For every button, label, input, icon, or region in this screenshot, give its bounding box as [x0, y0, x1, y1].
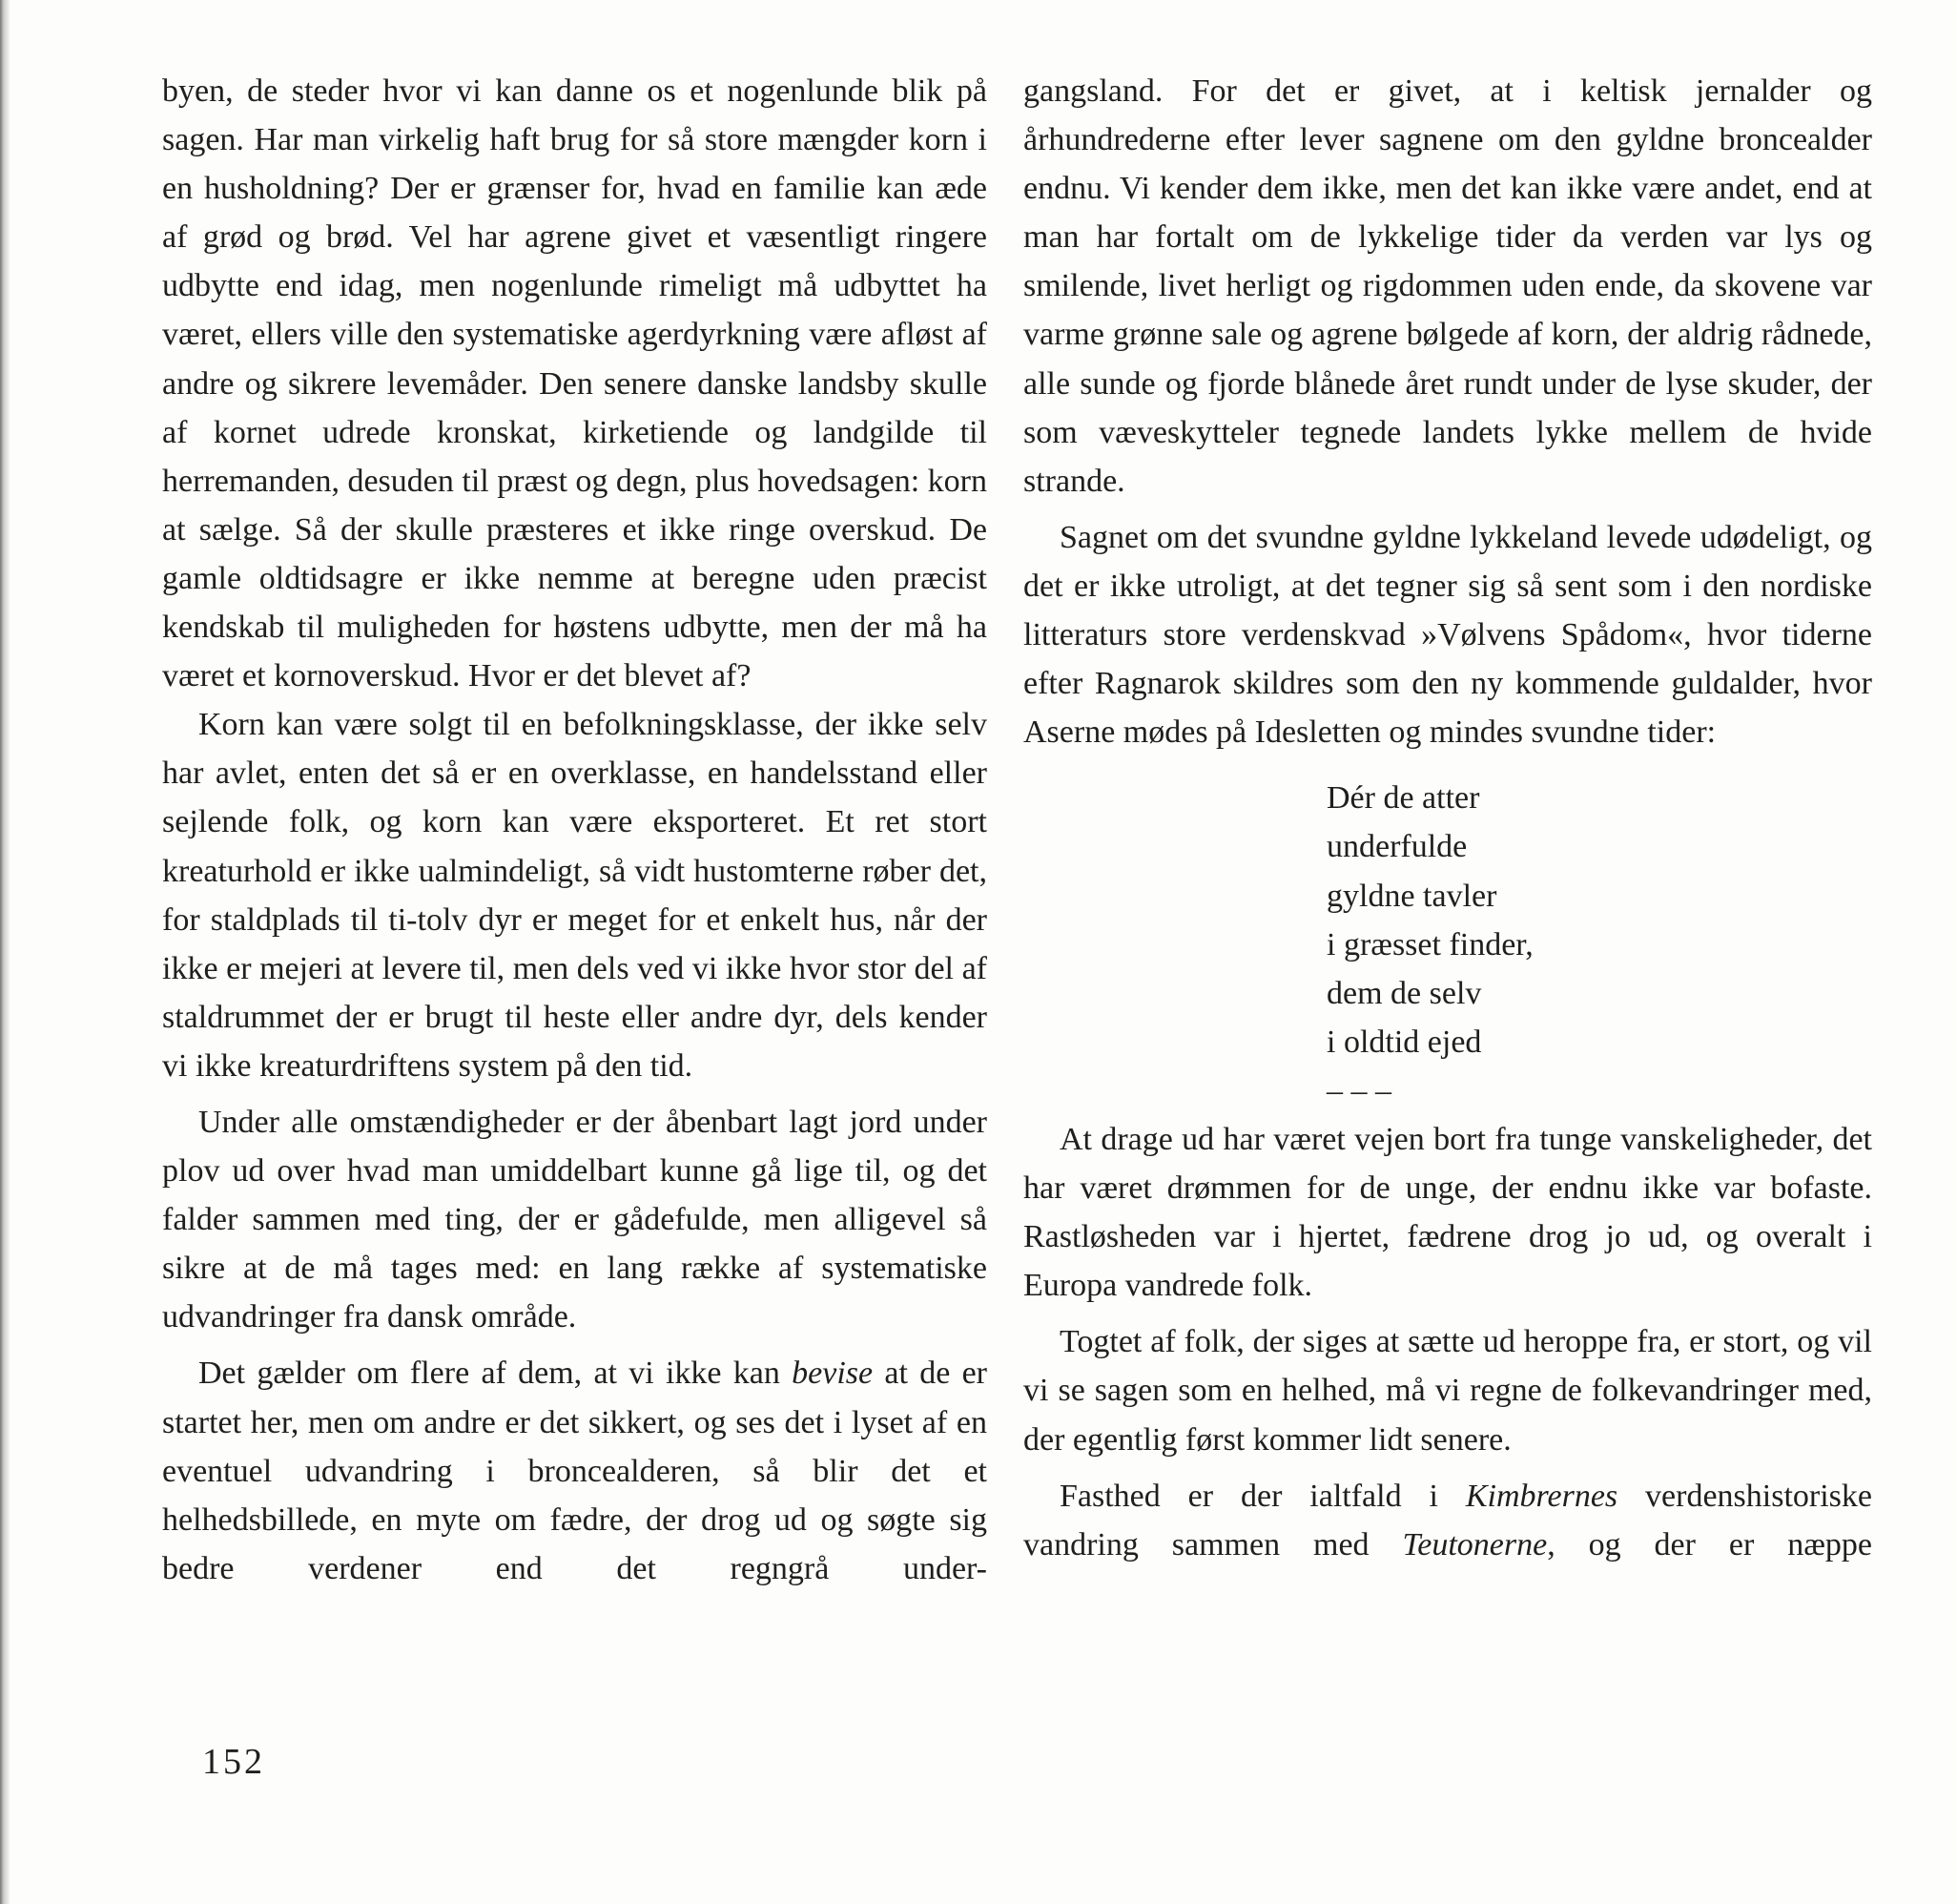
right-paragraph-1: gangsland. For det er givet, at i keltisk jernalder og århundrederne efter lever sagnene om den gyldne broncealder endnu. Vi kender dem ikke, men det kan ikke være andet, end at man har fortalt om de lykkelige tider da verden var lys og smilende, livet herligt og rigdommen uden ende, da skovene var varme grønne sale og agrene bølgede af korn, der aldrig rådnede, alle sunde og fjorde blånede året rundt under de lyse skuder, der som væveskytteler tegnede landets lykke mellem de hvide strande. — [1023, 73, 1872, 499]
poem-line: i græsset finder, — [1327, 926, 1534, 962]
poem-quotation — [1327, 774, 1872, 1115]
left-paragraph-2: Korn kan være solgt til en befolkningsklasse, der ikke selv har avlet, enten det så er en overklasse, en handelsstand eller sejlende folk, og korn kan være eksporteret. Et ret stort kreaturhold er ikke ualmindeligt, så vidt hustomterne røber det, for staldplads til ti-tolv dyr er meget for et enkelt hus, når der ikke er mejeri at levere til, men dels ved vi ikke hvor stor del af staldrummet der er brugt til heste eller andre dyr, dels kender vi ikke kreaturdriftens system på den tid. — [162, 707, 987, 1084]
left-paragraph-4 — [162, 1349, 987, 1592]
left-text-column — [162, 67, 987, 1593]
right-paragraph-5-text-b: verdenshistoriske vandring sammen med — [1023, 1478, 1872, 1563]
right-paragraph-5 — [1023, 1472, 1872, 1569]
right-paragraph-5-italic-2: Teutonerne — [1402, 1526, 1548, 1563]
right-paragraph-4: Togtet af folk, der siges at sætte ud heroppe fra, er stort, og vil vi se sagen som en helhed, må vi regne de folkevandringer med, der egentlig først kommer lidt senere. — [1023, 1324, 1872, 1458]
poem-line: dem de selv — [1327, 975, 1482, 1011]
right-paragraph-5-italic-1: Kimbrernes — [1465, 1478, 1618, 1514]
page-number: 152 — [202, 1742, 265, 1782]
right-text-column — [1023, 67, 1872, 1569]
right-paragraph-5-text-a: Fasthed er der ialtfald i — [1060, 1478, 1466, 1514]
poem-line: underfulde — [1327, 829, 1468, 865]
left-paragraph-4-text-a: Det gælder om flere af dem, at vi ikke kan — [198, 1356, 793, 1392]
poem-line: gyldne tavler — [1327, 878, 1497, 914]
left-paragraph-4-italic: bevise — [792, 1356, 874, 1392]
right-paragraph-5-text-c: , og der er næppe — [1547, 1526, 1872, 1563]
book-binding-edge — [0, 0, 10, 1904]
left-paragraph-4-text-b: at de er startet her, men om andre er det sikkert, og ses det i lyset af en eventuel udvandring i broncealderen, så blir det et helhedsbillede, en myte om fædre, der drog ud og søgte sig bedre verdener end det regngrå under- — [162, 1356, 987, 1586]
left-paragraph-1: byen, de steder hvor vi kan danne os et nogenlunde blik på sagen. Har man virkelig haft brug for så store mængder korn i en husholdning? Der er grænser for, hvad en familie kan æde af grød og brød. Vel har agrene givet et væsentligt ringere udbytte end idag, men nogenlunde rimeligt må udbyttet ha været, ellers ville den systematiske agerdyrkning være afløst af andre og sikrere levemåder. Den senere danske landsby skulle af kornet udrede kronskat, kirketiende og landgilde til herremanden, desuden til præst og degn, plus hovedsagen: korn at sælge. Så der skulle præsteres et ikke ringe overskud. De gamle oldtidsagre er ikke nemme at beregne uden præcist kendskab til muligheden for høstens udbytte, men der må ha været et kornoverskud. Hvor er det blevet af? — [162, 73, 987, 694]
poem-line: Dér de atter — [1327, 780, 1480, 817]
right-paragraph-3: At drage ud har været vejen bort fra tunge vanskeligheder, det har været drømmen for de unge, der endnu ikke var bofaste. Rastløsheden var i hjertet, fædrene drog jo ud, og overalt i Europa vandrede folk. — [1023, 1121, 1872, 1304]
poem-line: i oldtid ejed — [1327, 1024, 1482, 1060]
right-paragraph-2: Sagnet om det svundne gyldne lykkeland levede udødeligt, og det er ikke utroligt, at det tegner sig så sent som i den nordiske litteraturs store verdenskvad »Vølvens Spådom«, hvor tiderne efter Ragnarok skildres som den ny kommende guldalder, hvor Aserne mødes på Idesletten og mindes svundne tider: — [1023, 519, 1872, 751]
left-paragraph-3: Under alle omstændigheder er der åbenbart lagt jord under plov ud over hvad man umiddelbart kunne gå lige til, og det falder sammen med ting, der er gådefulde, men alligevel så sikre at de må tages med: en lang række af systematiske udvandringer fra dansk område. — [162, 1104, 987, 1335]
poem-ellipsis: – – – — [1327, 1072, 1391, 1108]
